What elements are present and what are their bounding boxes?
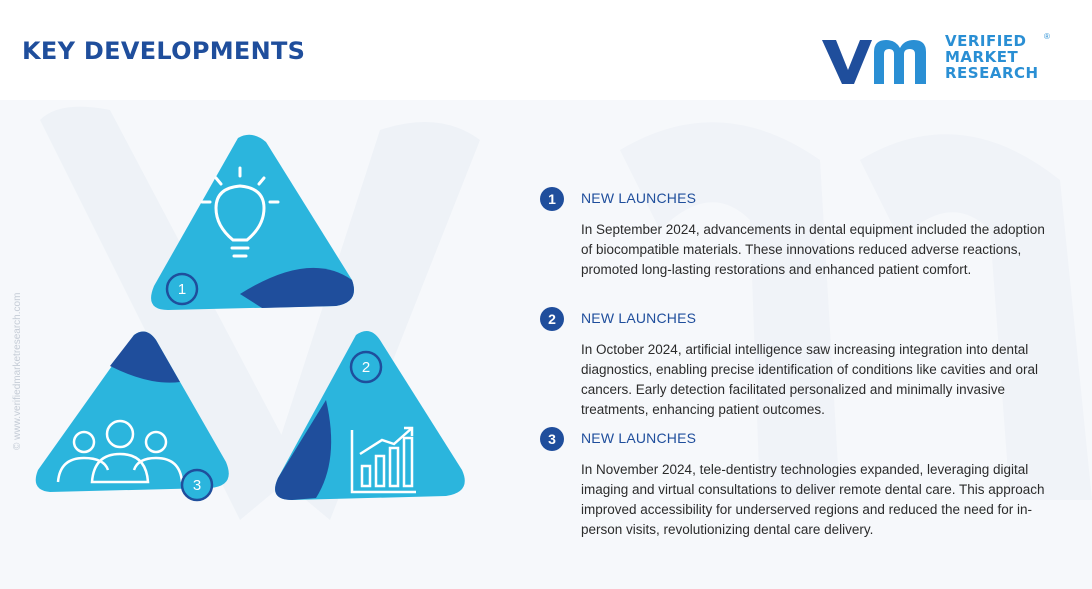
side-url-watermark: © www.verifiedmarketresearch.com: [12, 292, 23, 450]
page-title: KEY DEVELOPMENTS: [22, 37, 306, 65]
item-number-badge: 1: [540, 187, 564, 211]
logo-line-market: MARKET: [945, 48, 1019, 66]
item-heading: NEW LAUNCHES: [581, 310, 697, 326]
triangle-3: [36, 331, 229, 500]
item-description: In November 2024, tele-dentistry technologies expanded, leveraging digital imaging and virtual consultations to deliver remote dental care. This approach improved accessibility for underserved regions and reduced the need for in-person visits, revolutionizing dental care delivery.: [581, 462, 1045, 537]
item-number-badge: 3: [540, 427, 564, 451]
logo-text: [945, 33, 1039, 81]
marker-3-label: 3: [192, 477, 202, 494]
item-number-badge: 2: [540, 307, 564, 331]
triangle-2: [275, 331, 465, 500]
registered-mark: ®: [1044, 32, 1050, 41]
item-heading: NEW LAUNCHES: [581, 190, 697, 206]
item-description: In September 2024, advancements in dental equipment included the adoption of biocompatible materials. These innovations reduced adverse reactions, promoted long-lasting restorations and enhanced patient comfort.: [581, 222, 1045, 277]
marker-2-label: 2: [361, 359, 371, 376]
item-heading: NEW LAUNCHES: [581, 430, 697, 446]
logo-line-verified: VERIFIED: [945, 32, 1027, 50]
marker-1-label: 1: [177, 281, 187, 298]
logo-line-research: RESEARCH: [945, 64, 1039, 82]
triangle-graphic: [30, 130, 480, 530]
item-description: In October 2024, artificial intelligence saw increasing integration into dental diagnostics, enabling precise identification of conditions like cavities and oral cancers. Early detection facilitated personalized and minimally invasive treatments, enhancing patient outcomes.: [581, 342, 1039, 417]
